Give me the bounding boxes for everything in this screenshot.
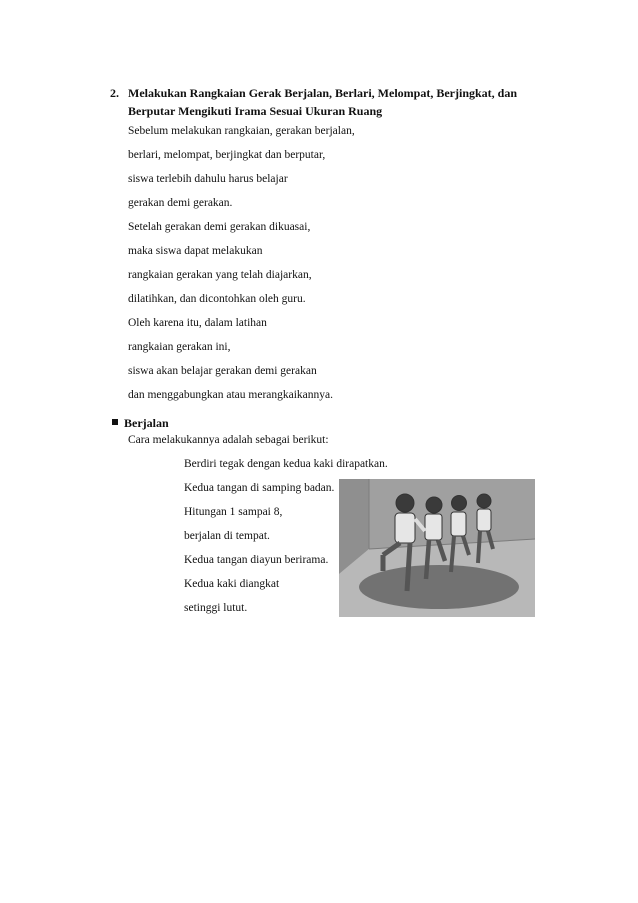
square-bullet-icon: [112, 419, 118, 425]
step-line: Kedua kaki diangkat: [184, 578, 280, 590]
paragraph-line: rangkaian gerakan yang telah diajarkan,: [128, 269, 312, 281]
paragraph-line: siswa akan belajar gerakan demi gerakan: [128, 365, 317, 377]
step-line: Berdiri tegak dengan kedua kaki dirapatkan.: [184, 458, 388, 470]
subsection-title: Berjalan: [124, 416, 169, 430]
step-line: berjalan di tempat.: [184, 530, 270, 542]
section-number: 2.: [110, 86, 119, 100]
paragraph-line: Oleh karena itu, dalam latihan: [128, 317, 267, 329]
intro-paragraph: [128, 119, 355, 407]
walking-illustration: [339, 479, 535, 617]
paragraph-line: gerakan demi gerakan.: [128, 197, 233, 209]
paragraph-line: siswa terlebih dahulu harus belajar: [128, 173, 288, 185]
paragraph-line: berlari, melompat, berjingkat dan berputar,: [128, 149, 326, 161]
section-heading: [110, 84, 530, 120]
paragraph-line: dan menggabungkan atau merangkaikannya.: [128, 389, 334, 401]
subsection-intro: Cara melakukannya adalah sebagai berikut:: [128, 434, 329, 446]
step-line: Kedua tangan diayun berirama.: [184, 554, 329, 566]
students-walking-image: [339, 479, 535, 617]
paragraph-line: Setelah gerakan demi gerakan dikuasai,: [128, 221, 311, 233]
step-line: Hitungan 1 sampai 8,: [184, 506, 283, 518]
step-line: Kedua tangan di samping badan.: [184, 482, 335, 494]
paragraph-line: rangkaian gerakan ini,: [128, 341, 231, 353]
step-line: setinggi lutut.: [184, 602, 248, 614]
section-title-line-2: Berputar Mengikuti Irama Sesuai Ukuran Ruang: [128, 104, 383, 118]
paragraph-line: maka siswa dapat melakukan: [128, 245, 263, 257]
section-title-line-1: Melakukan Rangkaian Gerak Berjalan, Berlari, Melompat, Berjingkat, dan: [128, 86, 518, 100]
paragraph-line: dilatihkan, dan dicontohkan oleh guru.: [128, 293, 306, 305]
paragraph-line: Sebelum melakukan rangkaian, gerakan berjalan,: [128, 125, 355, 137]
